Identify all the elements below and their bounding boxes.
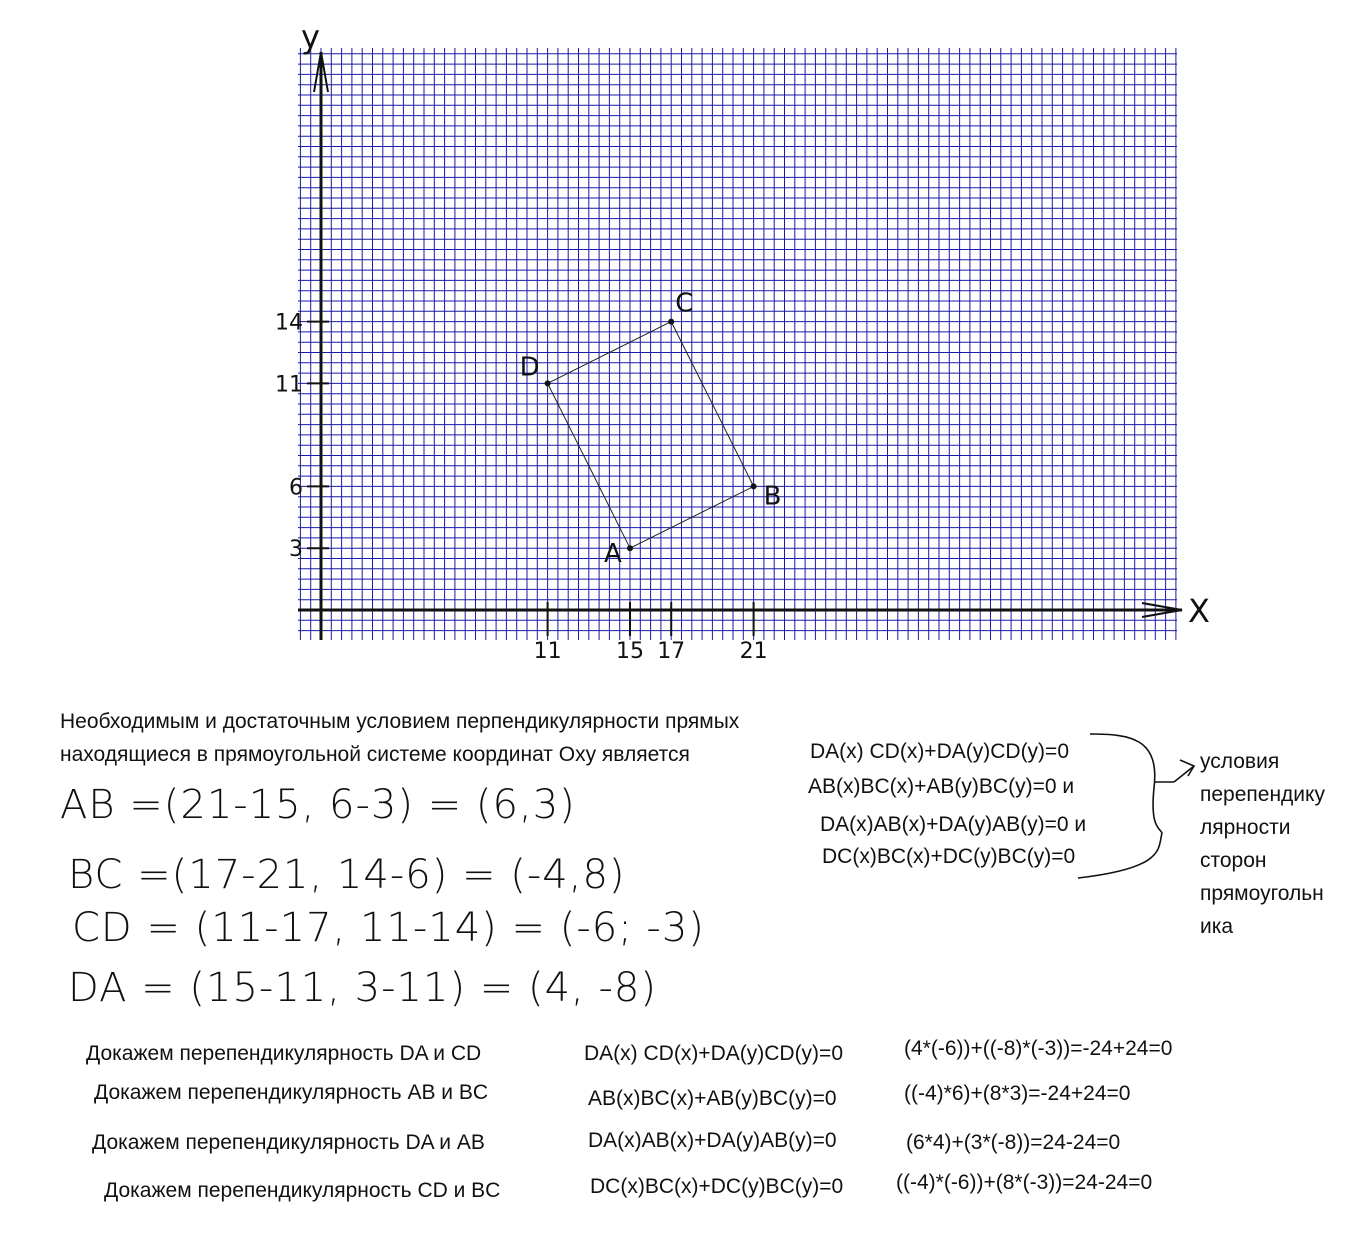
condition-note: [1200, 745, 1325, 943]
proof-4-calc: ((-4)*(-6))+(8*(-3))=24-24=0: [896, 1171, 1153, 1194]
proof-2-title: Докажем перепендикулярность AB и BC: [94, 1081, 489, 1104]
note-line-1: условия: [1200, 750, 1280, 773]
x-tick-label: 21: [739, 639, 768, 664]
proof-3-formula: DA(x)AB(x)+DA(y)AB(y)=0: [588, 1129, 837, 1152]
point-a: [627, 545, 633, 551]
condition-2: AB(x)BC(x)+AB(y)BC(y)=0 и: [808, 775, 1075, 798]
point-c: [668, 319, 674, 325]
note-line-6: ика: [1200, 915, 1234, 938]
y-tick-label: 14: [275, 310, 303, 336]
point-label-a: A: [604, 539, 622, 570]
vector-ab: AB =(21-15, 6-3) = (6,3): [60, 782, 576, 828]
y-tick-label: 3: [289, 537, 303, 563]
y-axis-label: y: [301, 18, 320, 56]
proof-1-formula: DA(x) CD(x)+DA(y)CD(y)=0: [584, 1042, 843, 1065]
y-tick-label: 11: [275, 372, 303, 398]
point-label-d: D: [519, 352, 540, 383]
note-line-4: сторон: [1200, 849, 1267, 872]
axes: [298, 52, 1182, 640]
point-label-b: B: [763, 481, 782, 512]
vector-cd: CD = (11-17, 11-14) = (-6; -3): [72, 905, 705, 951]
proof-3-calc: (6*4)+(3*(-8))=24-24=0: [906, 1131, 1121, 1154]
note-line-3: лярности: [1200, 816, 1291, 839]
intro-line-2: находящиеся в прямоугольной системе координат Oxy является: [60, 743, 690, 766]
intro-line-1: Необходимым и достаточным условием перпендикулярности прямых: [60, 710, 740, 733]
point-label-c: C: [675, 288, 694, 319]
note-line-2: перепендику: [1200, 783, 1325, 806]
point-d: [545, 380, 551, 386]
x-tick-label: 15: [616, 639, 644, 664]
proof-1-title: Докажем перепендикулярность DA и CD: [86, 1042, 482, 1065]
x-tick-label: 11: [533, 639, 562, 664]
condition-brace: [1070, 728, 1210, 888]
condition-4: DC(x)BC(x)+DC(y)BC(y)=0: [822, 845, 1076, 868]
vector-bc: BC =(17-21, 14-6) = (-4,8): [68, 852, 626, 898]
proof-4-title: Докажем перепендикулярность CD и BC: [104, 1179, 501, 1202]
proof-3-title: Докажем перепендикулярность DA и AB: [92, 1131, 485, 1154]
y-tick-label: 6: [289, 475, 303, 501]
x-tick-label: 17: [657, 639, 686, 664]
proof-2-formula: AB(x)BC(x)+AB(y)BC(y)=0: [588, 1087, 837, 1110]
grid-lines: [298, 48, 1177, 640]
condition-3: DA(x)AB(x)+DA(y)AB(y)=0 и: [820, 813, 1087, 836]
proof-2-calc: ((-4)*6)+(8*3)=-24+24=0: [904, 1082, 1131, 1105]
proof-4-formula: DC(x)BC(x)+DC(y)BC(y)=0: [590, 1175, 844, 1198]
point-b: [751, 483, 757, 489]
x-axis-label: X: [1188, 592, 1210, 630]
condition-1: DA(x) CD(x)+DA(y)CD(y)=0: [810, 740, 1069, 763]
vector-da: DA = (15-11, 3-11) = (4, -8): [68, 965, 657, 1011]
proof-1-calc: (4*(-6))+((-8)*(-3))=-24+24=0: [904, 1037, 1173, 1060]
note-line-5: прямоугольн: [1200, 882, 1324, 905]
